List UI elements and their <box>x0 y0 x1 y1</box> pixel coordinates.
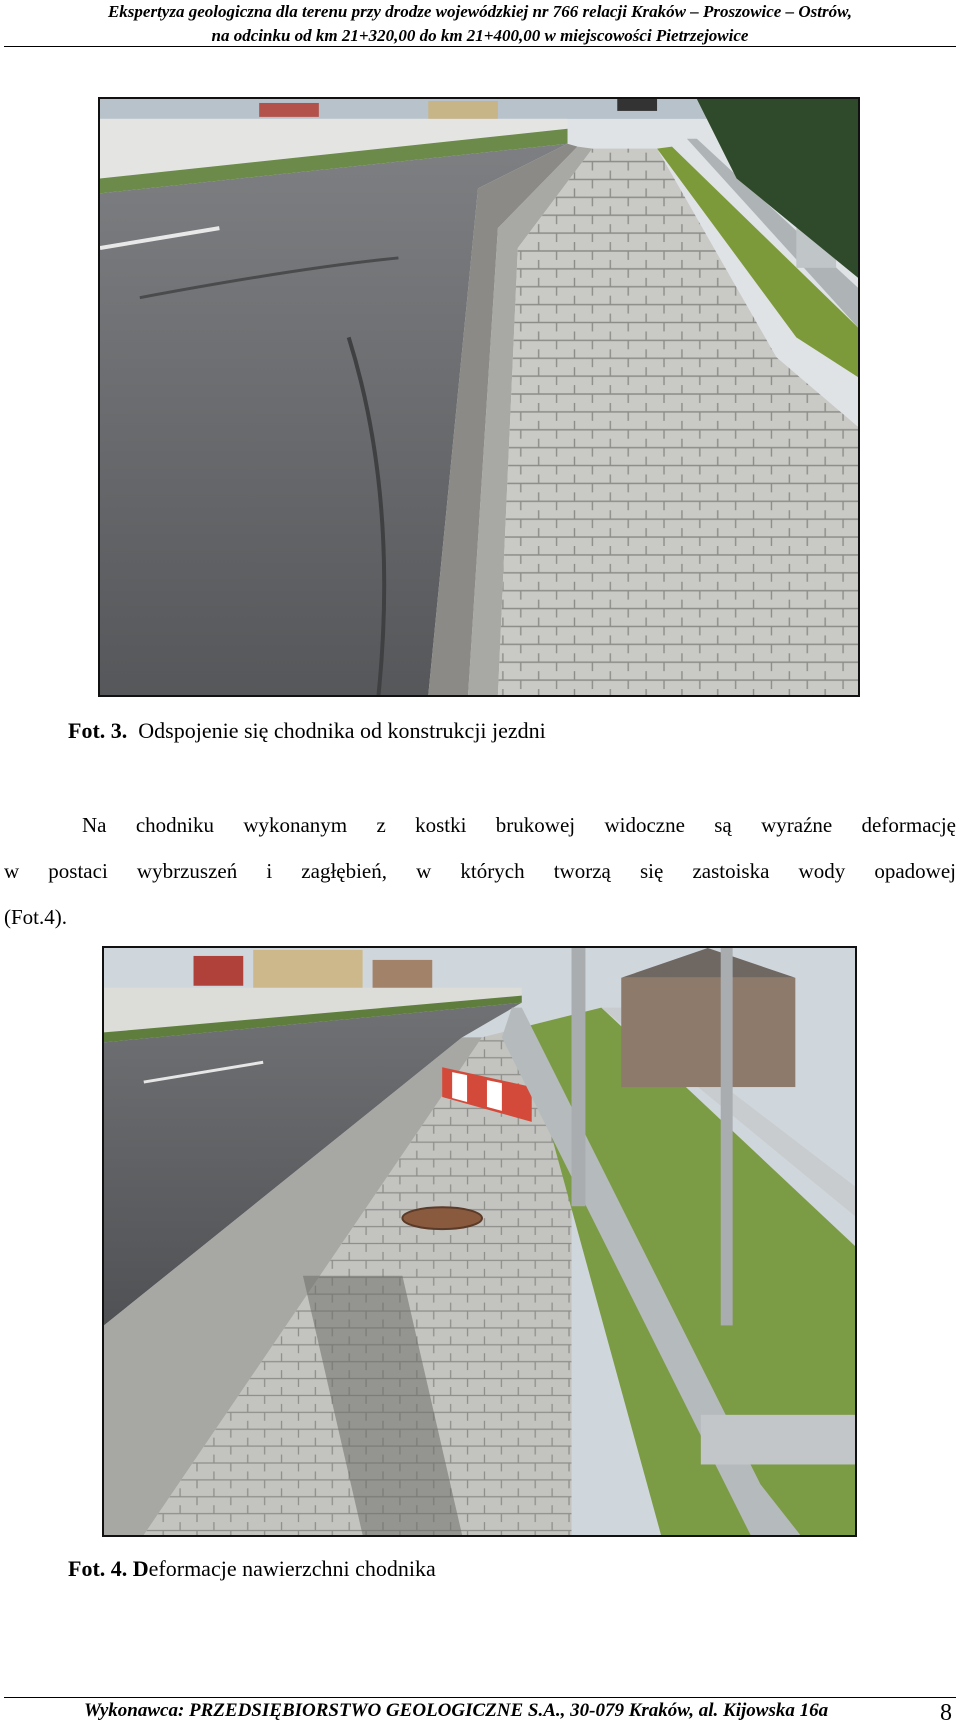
paragraph-line-1: Na chodniku wykonanym z kostki brukowej widoczne są wyraźne deformację <box>82 813 956 837</box>
header-line-1: Ekspertyza geologiczna dla terenu przy drodze wojewódzkiej nr 766 relacji Kraków – Proszowice – Ostrów, <box>107 2 853 21</box>
figure-3-caption-text: Odspojenie się chodnika od konstrukcji jezdni <box>138 718 546 743</box>
page-number: 8 <box>940 1700 952 1726</box>
page-header <box>0 0 960 48</box>
body-paragraph <box>4 802 956 940</box>
footer-divider <box>4 1697 956 1698</box>
figure-4-label: Fot. 4. D <box>68 1556 149 1581</box>
header-divider <box>4 46 956 47</box>
paragraph-line-2: w postaci wybrzuszeń i zagłębień, w których tworzą się zastoiska wody opadowej <box>4 859 956 883</box>
figure-3-label: Fot. 3. <box>68 718 128 743</box>
figure-3-caption <box>68 718 546 744</box>
photo-road-sidewalk-separation <box>98 97 860 697</box>
header-line-2: na odcinku od km 21+320,00 do km 21+400,00 w miejscowości Pietrzejowice <box>211 26 749 45</box>
paragraph-line-3: (Fot.4). <box>4 905 67 929</box>
photo-sidewalk-deformation <box>102 946 857 1537</box>
figure-4-caption-text: eformacje nawierzchni chodnika <box>148 1556 436 1581</box>
figure-4-caption <box>68 1556 436 1582</box>
page-footer: Wykonawca: PRZEDSIĘBIORSTWO GEOLOGICZNE S.A., 30-079 Kraków, al. Kijowska 16a <box>84 1700 829 1721</box>
